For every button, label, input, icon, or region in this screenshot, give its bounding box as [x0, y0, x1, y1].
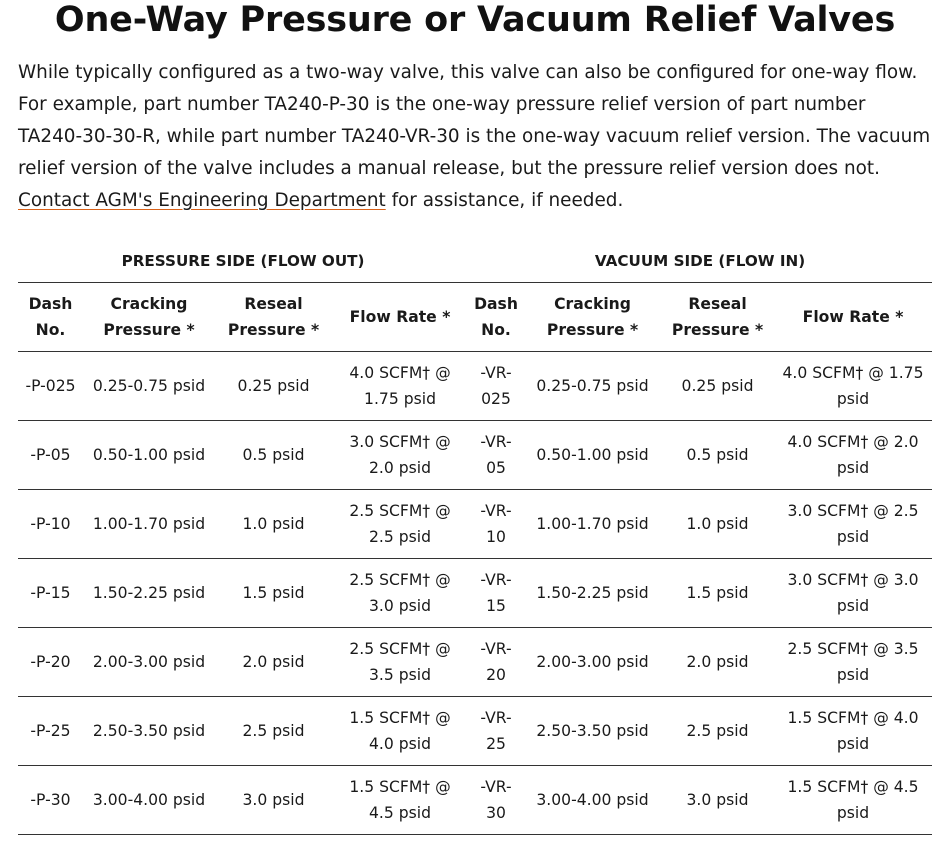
- table-cell: 3.0 psid: [215, 766, 332, 835]
- table-row: [18, 628, 932, 697]
- table-cell: 2.50-3.50 psid: [524, 697, 661, 766]
- table-cell: 1.00-1.70 psid: [524, 490, 661, 559]
- table-cell: 2.5 SCFM† @ 3.5 psid: [774, 628, 932, 697]
- table-cell: -VR-05: [468, 421, 524, 490]
- table-cell: 0.50-1.00 psid: [83, 421, 215, 490]
- pressure-side-header: PRESSURE SIDE (FLOW OUT): [18, 240, 468, 283]
- column-header: Dash No.: [468, 283, 524, 352]
- table-row: [18, 697, 932, 766]
- table-row: [18, 490, 932, 559]
- table-cell: 3.0 SCFM† @ 3.0 psid: [774, 559, 932, 628]
- column-header: Dash No.: [18, 283, 83, 352]
- table-cell: 2.0 psid: [215, 628, 332, 697]
- table-cell: -VR-25: [468, 697, 524, 766]
- group-header-row: [18, 240, 932, 283]
- vacuum-side-header: VACUUM SIDE (FLOW IN): [468, 240, 932, 283]
- table-cell: 2.00-3.00 psid: [524, 628, 661, 697]
- column-header: Cracking Pressure *: [524, 283, 661, 352]
- table-cell: 2.50-3.50 psid: [83, 697, 215, 766]
- table-cell: 1.5 SCFM† @ 4.0 psid: [332, 697, 468, 766]
- table-row: [18, 559, 932, 628]
- table-cell: 0.5 psid: [215, 421, 332, 490]
- table-cell: 3.00-4.00 psid: [524, 766, 661, 835]
- table-cell: 3.0 psid: [661, 766, 774, 835]
- table-cell: -P-025: [18, 352, 83, 421]
- table-cell: 3.0 SCFM† @ 2.0 psid: [332, 421, 468, 490]
- table-cell: 2.5 psid: [215, 697, 332, 766]
- table-cell: 2.0 psid: [661, 628, 774, 697]
- table-cell: 0.25-0.75 psid: [524, 352, 661, 421]
- table-cell: 0.50-1.00 psid: [524, 421, 661, 490]
- relief-valve-table: [18, 240, 932, 835]
- table-cell: -VR-20: [468, 628, 524, 697]
- table-cell: -VR-30: [468, 766, 524, 835]
- table-cell: 2.5 psid: [661, 697, 774, 766]
- column-header: Reseal Pressure *: [215, 283, 332, 352]
- table-cell: 2.5 SCFM† @ 2.5 psid: [332, 490, 468, 559]
- column-header: Flow Rate *: [332, 283, 468, 352]
- table-cell: 1.5 SCFM† @ 4.0 psid: [774, 697, 932, 766]
- page-title: One-Way Pressure or Vacuum Relief Valves: [54, 0, 896, 40]
- table-cell: -P-10: [18, 490, 83, 559]
- table-row: [18, 352, 932, 421]
- column-header: Flow Rate *: [774, 283, 932, 352]
- table-cell: 0.5 psid: [661, 421, 774, 490]
- table-cell: 0.25 psid: [661, 352, 774, 421]
- table-cell: 1.5 SCFM† @ 4.5 psid: [774, 766, 932, 835]
- table-cell: 3.0 SCFM† @ 2.5 psid: [774, 490, 932, 559]
- table-cell: -P-30: [18, 766, 83, 835]
- table-cell: 2.5 SCFM† @ 3.5 psid: [332, 628, 468, 697]
- table-cell: 2.5 SCFM† @ 3.0 psid: [332, 559, 468, 628]
- table-cell: -P-20: [18, 628, 83, 697]
- table-cell: -VR-025: [468, 352, 524, 421]
- table-cell: 1.5 SCFM† @ 4.5 psid: [332, 766, 468, 835]
- table-cell: 2.00-3.00 psid: [83, 628, 215, 697]
- table-cell: 4.0 SCFM† @ 2.0 psid: [774, 421, 932, 490]
- table-cell: -P-25: [18, 697, 83, 766]
- table-cell: 4.0 SCFM† @ 1.75 psid: [774, 352, 932, 421]
- table-cell: -VR-15: [468, 559, 524, 628]
- column-header: Reseal Pressure *: [661, 283, 774, 352]
- table-cell: 1.50-2.25 psid: [524, 559, 661, 628]
- column-header: Cracking Pressure *: [83, 283, 215, 352]
- table-cell: 4.0 SCFM† @ 1.75 psid: [332, 352, 468, 421]
- table-body: [18, 352, 932, 835]
- table-cell: -P-15: [18, 559, 83, 628]
- contact-suffix: for assistance, if needed.: [385, 190, 624, 211]
- table-cell: 1.0 psid: [661, 490, 774, 559]
- contact-engineering-link[interactable]: Contact AGM's Engineering Department: [18, 190, 386, 211]
- table-cell: -P-05: [18, 421, 83, 490]
- table-cell: 1.5 psid: [215, 559, 332, 628]
- table-cell: 1.0 psid: [215, 490, 332, 559]
- table-cell: 0.25-0.75 psid: [83, 352, 215, 421]
- intro-section: [18, 57, 932, 217]
- table-row: [18, 421, 932, 490]
- table-cell: -VR-10: [468, 490, 524, 559]
- contact-line: [18, 185, 932, 217]
- table-cell: 1.5 psid: [661, 559, 774, 628]
- table-row: [18, 766, 932, 835]
- table-cell: 0.25 psid: [215, 352, 332, 421]
- table-cell: 1.00-1.70 psid: [83, 490, 215, 559]
- table-cell: 3.00-4.00 psid: [83, 766, 215, 835]
- column-header-row: [18, 283, 932, 352]
- table-cell: 1.50-2.25 psid: [83, 559, 215, 628]
- intro-paragraph: While typically configured as a two-way valve, this valve can also be configured for one-way flow. For example, part number TA240-P-30 is the one-way pressure relief version of part number TA240-30-30-R, while part number TA240-VR-30 is the one-way vacuum relief version. The vacuum relief version of the valve includes a manual release, but the pressure relief version does not.: [18, 62, 931, 179]
